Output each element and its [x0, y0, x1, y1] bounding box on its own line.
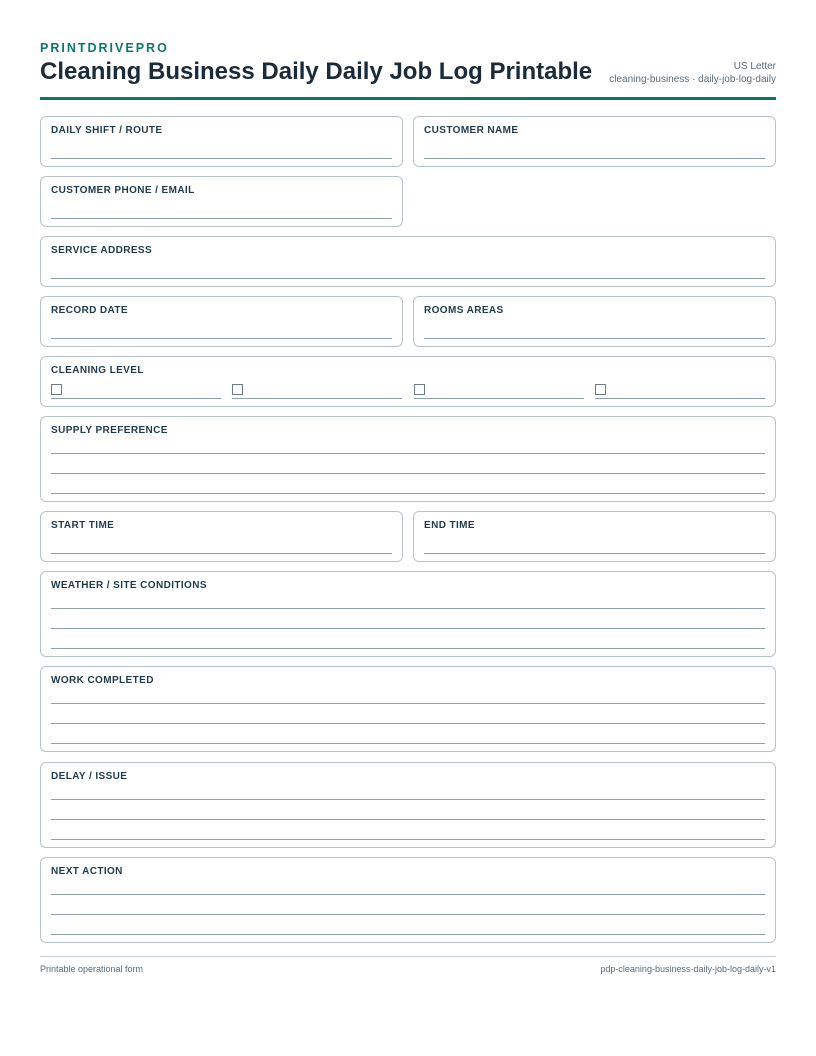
end-time-field[interactable]: [413, 511, 776, 562]
rooms-areas-field[interactable]: [413, 296, 776, 347]
write-line[interactable]: [51, 723, 765, 724]
write-line[interactable]: [51, 338, 392, 339]
document-slug: cleaning-business · daily-job-log-daily: [609, 74, 776, 85]
write-line[interactable]: [51, 819, 765, 820]
write-line[interactable]: [51, 453, 765, 454]
write-line[interactable]: [51, 703, 765, 704]
write-line[interactable]: [51, 628, 765, 629]
page-title: Cleaning Business Daily Daily Job Log Printable: [40, 58, 593, 85]
supply-preference-field[interactable]: [40, 416, 776, 502]
field-label: RECORD DATE: [51, 305, 128, 316]
field-label: CLEANING LEVEL: [51, 365, 144, 376]
customer-name-field[interactable]: [413, 116, 776, 167]
write-line[interactable]: [51, 934, 765, 935]
paper-size: US Letter: [733, 61, 776, 72]
customer-phone-email-field[interactable]: [40, 176, 403, 227]
next-action-field[interactable]: [40, 857, 776, 943]
weather-site-conditions-field[interactable]: [40, 571, 776, 657]
service-address-field[interactable]: [40, 236, 776, 287]
write-line[interactable]: [51, 648, 765, 649]
checkbox[interactable]: [595, 384, 606, 395]
write-line[interactable]: [51, 608, 765, 609]
field-label: WORK COMPLETED: [51, 675, 154, 686]
header-rule: [40, 97, 776, 100]
write-line[interactable]: [424, 158, 765, 159]
write-line[interactable]: [51, 743, 765, 744]
document-meta: [609, 60, 776, 86]
field-label: DELAY / ISSUE: [51, 771, 128, 782]
field-label: END TIME: [424, 520, 475, 531]
footer-rule: [40, 956, 776, 957]
write-line[interactable]: [51, 553, 392, 554]
cleaning-level-option-1[interactable]: [51, 382, 221, 399]
record-date-field[interactable]: [40, 296, 403, 347]
cleaning-level-option-3[interactable]: [414, 382, 584, 399]
write-line[interactable]: [424, 338, 765, 339]
field-label: DAILY SHIFT / ROUTE: [51, 125, 163, 136]
cleaning-level-option-4[interactable]: [595, 382, 765, 399]
write-line[interactable]: [51, 158, 392, 159]
field-label: START TIME: [51, 520, 115, 531]
cleaning-level-option-2[interactable]: [232, 382, 402, 399]
write-line[interactable]: [51, 473, 765, 474]
write-line[interactable]: [51, 278, 765, 279]
field-label: SERVICE ADDRESS: [51, 245, 153, 256]
footer-form-id: pdp-cleaning-business-daily-job-log-daily-v1: [600, 964, 776, 974]
footer-form-type: Printable operational form: [40, 964, 144, 974]
field-label: SUPPLY PREFERENCE: [51, 425, 168, 436]
field-label: ROOMS AREAS: [424, 305, 504, 316]
field-label: NEXT ACTION: [51, 866, 123, 877]
work-completed-field[interactable]: [40, 666, 776, 752]
start-time-field[interactable]: [40, 511, 403, 562]
write-line[interactable]: [51, 914, 765, 915]
field-label: WEATHER / SITE CONDITIONS: [51, 580, 207, 591]
cleaning-level-field: [40, 356, 776, 407]
write-line[interactable]: [424, 553, 765, 554]
write-line[interactable]: [51, 894, 765, 895]
write-line[interactable]: [51, 799, 765, 800]
checkbox[interactable]: [414, 384, 425, 395]
brand-name: PRINTDRIVEPRO: [40, 41, 169, 55]
write-line[interactable]: [51, 493, 765, 494]
field-label: CUSTOMER PHONE / EMAIL: [51, 185, 195, 196]
checkbox[interactable]: [232, 384, 243, 395]
field-label: CUSTOMER NAME: [424, 125, 519, 136]
write-line[interactable]: [51, 839, 765, 840]
write-line[interactable]: [51, 218, 392, 219]
checkbox[interactable]: [51, 384, 62, 395]
daily-shift-route-field[interactable]: [40, 116, 403, 167]
delay-issue-field[interactable]: [40, 762, 776, 848]
